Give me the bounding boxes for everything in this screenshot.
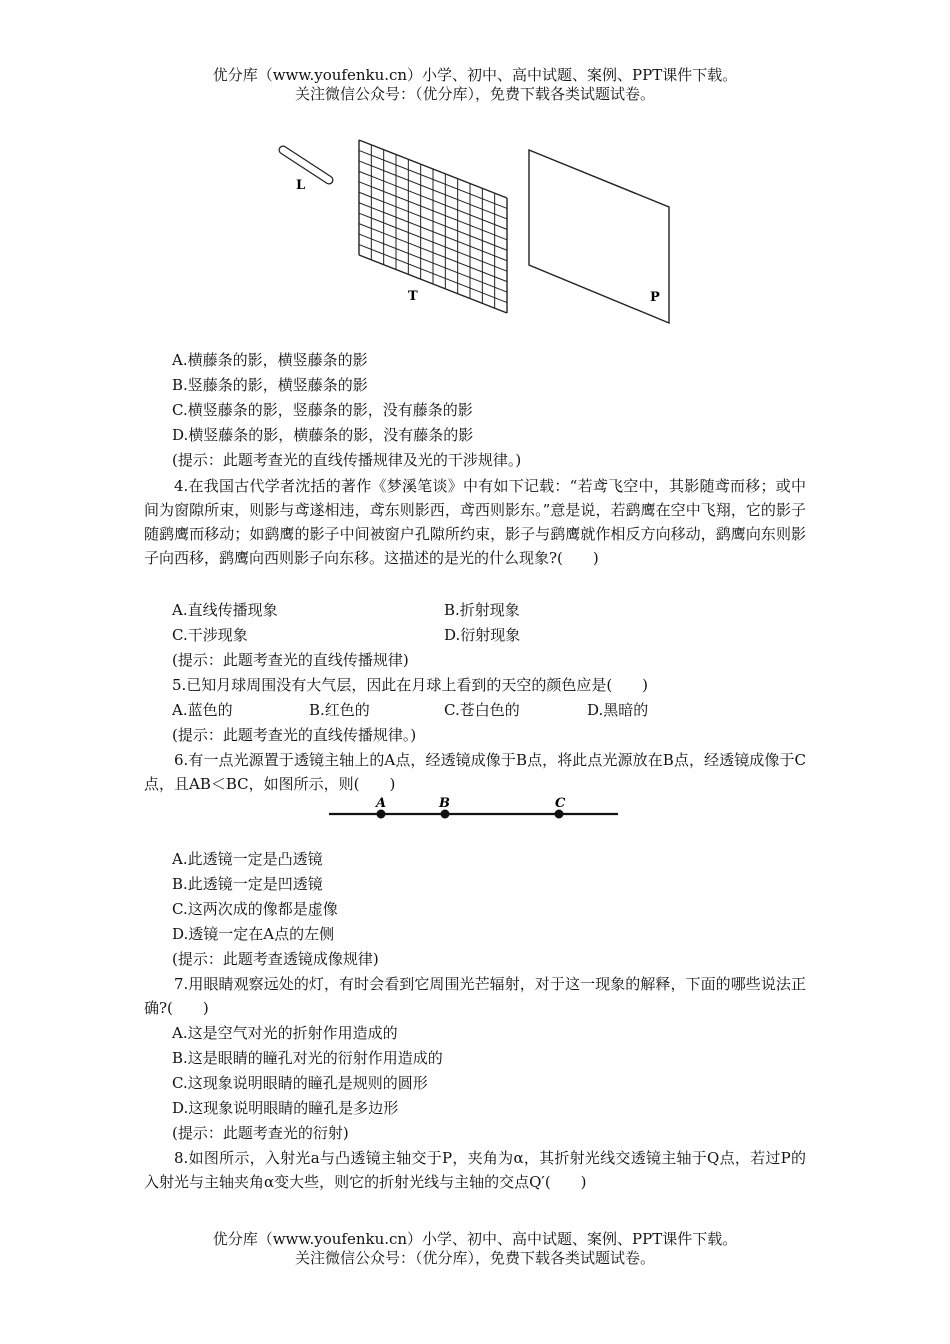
- rattan-grid-T: [359, 140, 507, 313]
- q7-option-a: A.这是空气对光的折射作用造成的: [172, 1024, 398, 1042]
- q7-option-c: C.这现象说明眼睛的瞳孔是规则的圆形: [172, 1074, 428, 1092]
- label-P: P: [650, 290, 660, 305]
- q4-hint: (提示：此题考查光的直线传播规律): [172, 651, 409, 669]
- q6-option-b: B.此透镜一定是凹透镜: [172, 875, 323, 893]
- q3-option-a: A.横藤条的影，横竖藤条的影: [172, 351, 368, 369]
- footer-line-1: 优分库（www.youfenku.cn）小学、初中、高中试题、案例、PPT课件下载。: [212, 1230, 738, 1248]
- label-B: B: [439, 796, 450, 811]
- q6-option-c: C.这两次成的像都是虚像: [172, 900, 338, 918]
- label-L: L: [296, 178, 306, 193]
- q7-stem: 7.用眼睛观察远处的灯，有时会看到它周围光芒辐射，对于这一现象的解释，下面的哪些说法正确?( ): [144, 975, 806, 1017]
- figure-principal-axis: [0, 795, 950, 835]
- q3-option-d: D.横竖藤条的影，横藤条的影，没有藤条的影: [172, 426, 474, 444]
- q3-hint: (提示：此题考查光的直线传播规律及光的干涉规律。): [172, 451, 522, 469]
- q5-option-b: B.红色的: [309, 701, 370, 719]
- q6-hint: (提示：此题考查透镜成像规律): [172, 950, 379, 968]
- q5-hint: (提示：此题考查光的直线传播规律。): [172, 726, 417, 744]
- page-footer: [0, 1230, 950, 1268]
- q4-stem: 4.在我国古代学者沈括的著作《梦溪笔谈》中有如下记载：“若鸢飞空中，其影随鸢而移；或中间为窗隙所束，则影与鸢遂相违，鸢东则影西，鸢西则影东。”意是说，若鹞鹰在空中飞翔，它的影子随鹞鹰而移动；如鹞鹰的影子中间被窗户孔隙所约束，影子与鹞鹰就作相反方向移动，鹞鹰向东则影子向西移，鹞鹰向西则影子向东移。这描述的是光的什么现象?( ): [144, 477, 806, 567]
- q3-option-c: C.横竖藤条的影，竖藤条的影，没有藤条的影: [172, 401, 473, 419]
- q6-option-a: A.此透镜一定是凸透镜: [172, 850, 323, 868]
- q6-option-d: D.透镜一定在A点的左侧: [172, 925, 335, 943]
- q4-option-c: C.干涉现象: [172, 626, 248, 644]
- header-line-2: 关注微信公众号：（优分库），免费下载各类试题试卷。: [294, 85, 655, 103]
- label-C: C: [555, 796, 566, 811]
- q5-option-c: C.苍白色的: [444, 701, 520, 719]
- label-A: A: [376, 796, 387, 811]
- q5-stem: 5.已知月球周围没有大气层，因此在月球上看到的天空的颜色应是( ): [172, 676, 649, 694]
- q5-option-d: D.黑暗的: [587, 701, 649, 719]
- q8-stem: 8.如图所示，入射光a与凸透镜主轴交于P，夹角为α，其折射光线交透镜主轴于Q点，若过P的入射光与主轴夹角α变大些，则它的折射光线与主轴的交点Q′( ): [144, 1149, 806, 1191]
- screen-P: [529, 150, 669, 323]
- q4-option-b: B.折射现象: [444, 601, 520, 619]
- q3-option-b: B.竖藤条的影，横竖藤条的影: [172, 376, 368, 394]
- q6-stem: 6.有一点光源置于透镜主轴上的A点，经透镜成像于B点，将此点光源放在B点，经透镜成像于C点，且AB＜BC，如图所示，则( ): [144, 751, 806, 793]
- figure-lamp-grid-screen: [0, 0, 950, 340]
- q4-option-a: A.直线传播现象: [172, 601, 278, 619]
- q7-option-b: B.这是眼睛的瞳孔对光的衍射作用造成的: [172, 1049, 443, 1067]
- q7-hint: (提示：此题考查光的衍射): [172, 1124, 349, 1142]
- label-T: T: [408, 289, 418, 304]
- q4-option-d: D.衍射现象: [444, 626, 521, 644]
- header-line-1: 优分库（www.youfenku.cn）小学、初中、高中试题、案例、PPT课件下载。: [212, 66, 738, 84]
- footer-line-2: 关注微信公众号：（优分库），免费下载各类试题试卷。: [294, 1249, 655, 1267]
- q5-option-a: A.蓝色的: [172, 701, 233, 719]
- lamp-L: [283, 150, 329, 180]
- q7-option-d: D.这现象说明眼睛的瞳孔是多边形: [172, 1099, 399, 1117]
